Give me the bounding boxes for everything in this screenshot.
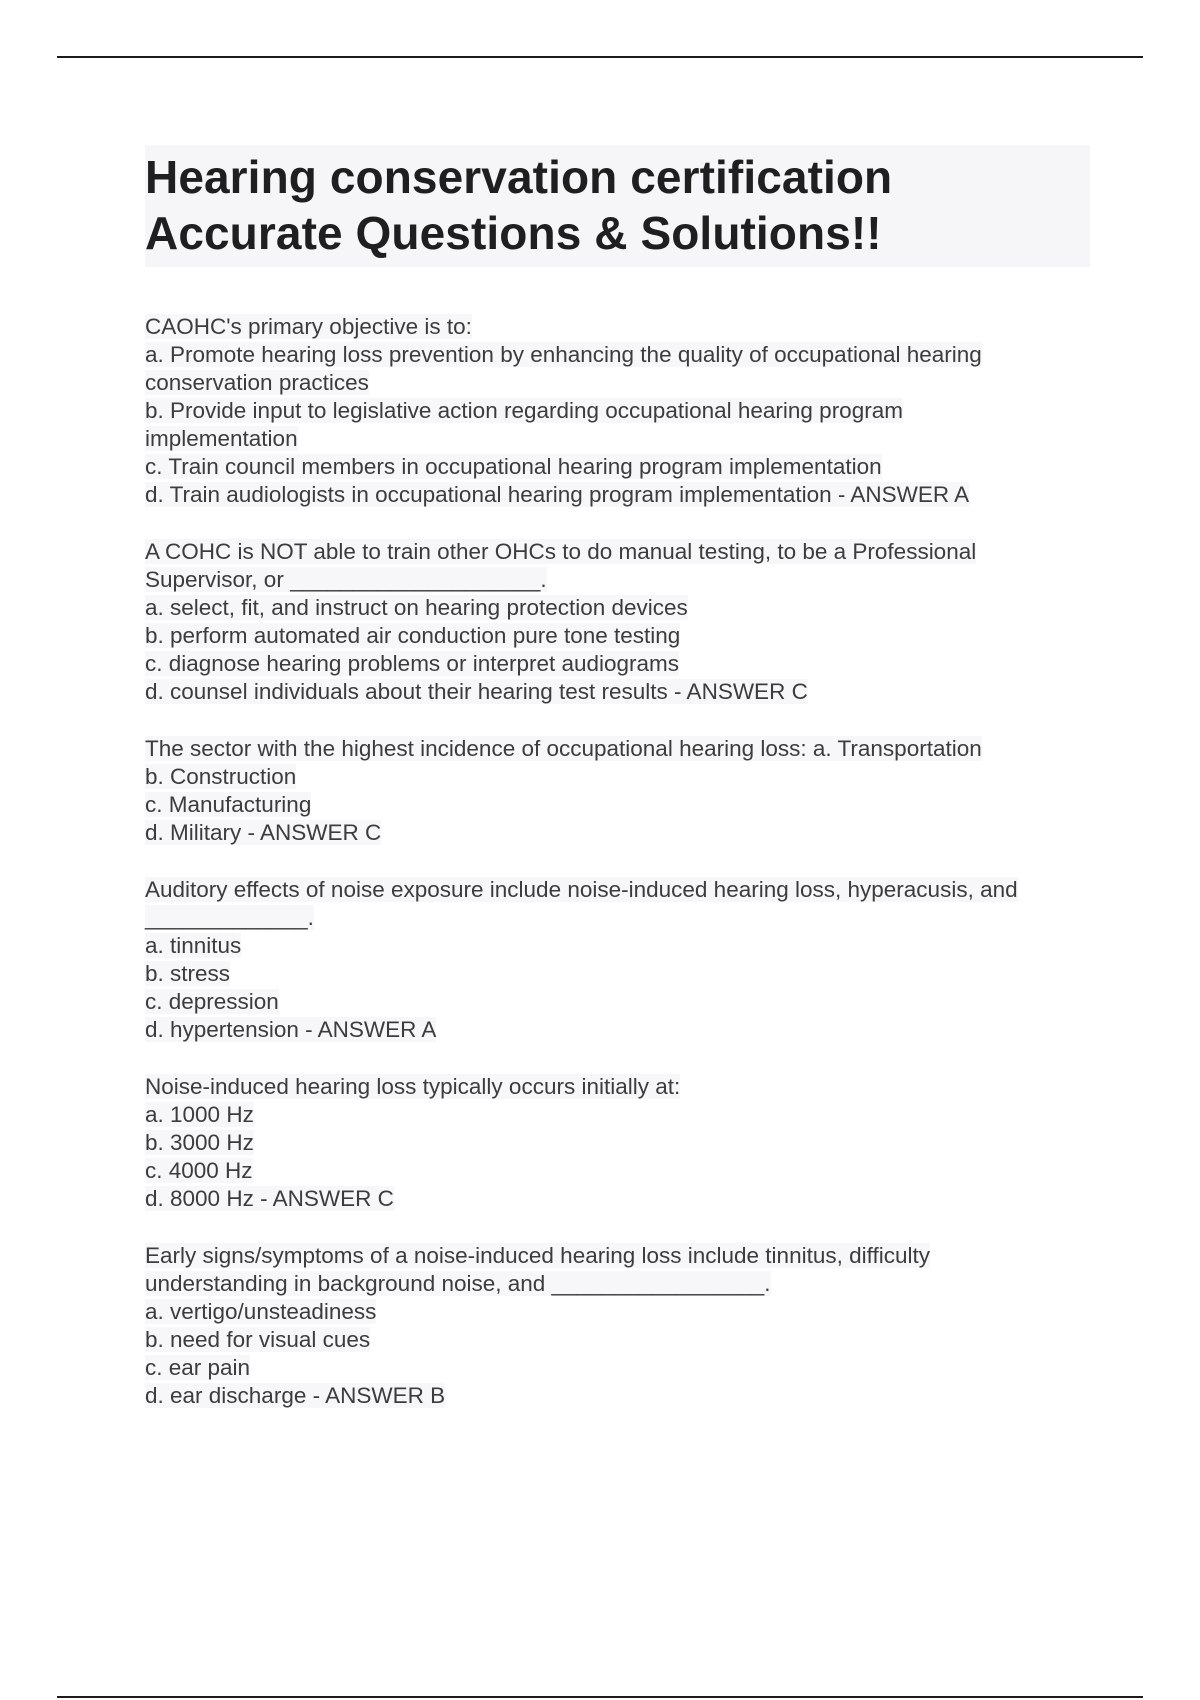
question-line-text: a. tinnitus [145,933,242,958]
question-line [145,791,1105,819]
question-text [145,1242,1105,1270]
question-line-text: b. perform automated air conduction pure tone testing [145,623,681,648]
question-line-text: Supervisor, or ____________________. [145,567,547,592]
question-block [145,538,1105,706]
question-block [145,876,1105,1044]
question-line [145,1157,1105,1185]
question-line-text: b. stress [145,961,231,986]
question-line-text: Noise-induced hearing loss typically occurs initially at: [145,1074,681,1099]
question-line [145,1185,1105,1213]
question-line [145,819,1105,847]
question-block [145,735,1105,847]
question-text [145,313,1105,341]
question-line [145,1270,1105,1298]
question-line-text: The sector with the highest incidence of occupational hearing loss: a. Transportation [145,736,982,761]
question-line [145,566,1105,594]
question-line-text: a. Promote hearing loss prevention by enhancing the quality of occupational hearing [145,342,982,367]
question-block [145,1073,1105,1213]
question-line-text: b. Construction [145,764,297,789]
question-line-text: CAOHC's primary objective is to: [145,314,472,339]
question-line [145,1016,1105,1044]
question-line [145,988,1105,1016]
document-title [145,145,1090,267]
question-line-text: c. Train council members in occupational hearing program implementation [145,454,882,479]
question-line [145,1298,1105,1326]
question-line-text: d. ear discharge - ANSWER B [145,1383,446,1408]
question-line [145,1129,1105,1157]
question-line-text: c. depression [145,989,279,1014]
question-text [145,735,1105,763]
question-line-text: d. Military - ANSWER C [145,820,382,845]
question-block [145,1242,1105,1410]
question-line [145,932,1105,960]
question-line [145,1101,1105,1129]
question-line-text: _____________. [145,905,314,930]
question-line-text: Early signs/symptoms of a noise-induced hearing loss include tinnitus, difficulty [145,1243,930,1268]
bottom-rule [57,1696,1143,1698]
question-line [145,341,1105,369]
question-line [145,425,1105,453]
question-text [145,876,1105,904]
question-line-text: implementation [145,426,298,451]
question-line-text: a. select, fit, and instruct on hearing protection devices [145,595,688,620]
question-line [145,960,1105,988]
title-line-1: Hearing conservation certification [145,151,893,203]
question-line [145,1354,1105,1382]
question-line-text: A COHC is NOT able to train other OHCs to do manual testing, to be a Professional [145,539,977,564]
question-line [145,763,1105,791]
question-line-text: b. Provide input to legislative action regarding occupational hearing program [145,398,903,423]
question-text [145,1073,1105,1101]
question-line [145,678,1105,706]
question-line [145,904,1105,932]
question-list [145,313,1105,1439]
question-line [145,1326,1105,1354]
top-rule [57,56,1143,58]
question-line [145,481,1105,509]
question-line-text: a. vertigo/unsteadiness [145,1299,377,1324]
question-line [145,397,1105,425]
question-line [145,622,1105,650]
question-line-text: Auditory effects of noise exposure include noise-induced hearing loss, hyperacusis, and [145,877,1018,902]
question-line [145,650,1105,678]
question-line [145,1382,1105,1410]
question-line-text: b. 3000 Hz [145,1130,254,1155]
question-line-text: d. hypertension - ANSWER A [145,1017,437,1042]
question-line-text: d. 8000 Hz - ANSWER C [145,1186,394,1211]
question-line-text: c. ear pain [145,1355,251,1380]
question-line-text: b. need for visual cues [145,1327,371,1352]
question-line-text: conservation practices [145,370,369,395]
question-line-text: understanding in background noise, and _________________. [145,1271,771,1296]
question-line [145,453,1105,481]
question-line-text: a. 1000 Hz [145,1102,254,1127]
question-line-text: d. Train audiologists in occupational hearing program implementation - ANSWER A [145,482,970,507]
question-line-text: c. 4000 Hz [145,1158,253,1183]
question-line-text: c. diagnose hearing problems or interpret audiograms [145,651,680,676]
question-line-text: c. Manufacturing [145,792,312,817]
question-text [145,538,1105,566]
question-line [145,594,1105,622]
question-line-text: d. counsel individuals about their hearing test results - ANSWER C [145,679,808,704]
question-block [145,313,1105,509]
title-line-2: Accurate Questions & Solutions!! [145,207,882,259]
question-line [145,369,1105,397]
